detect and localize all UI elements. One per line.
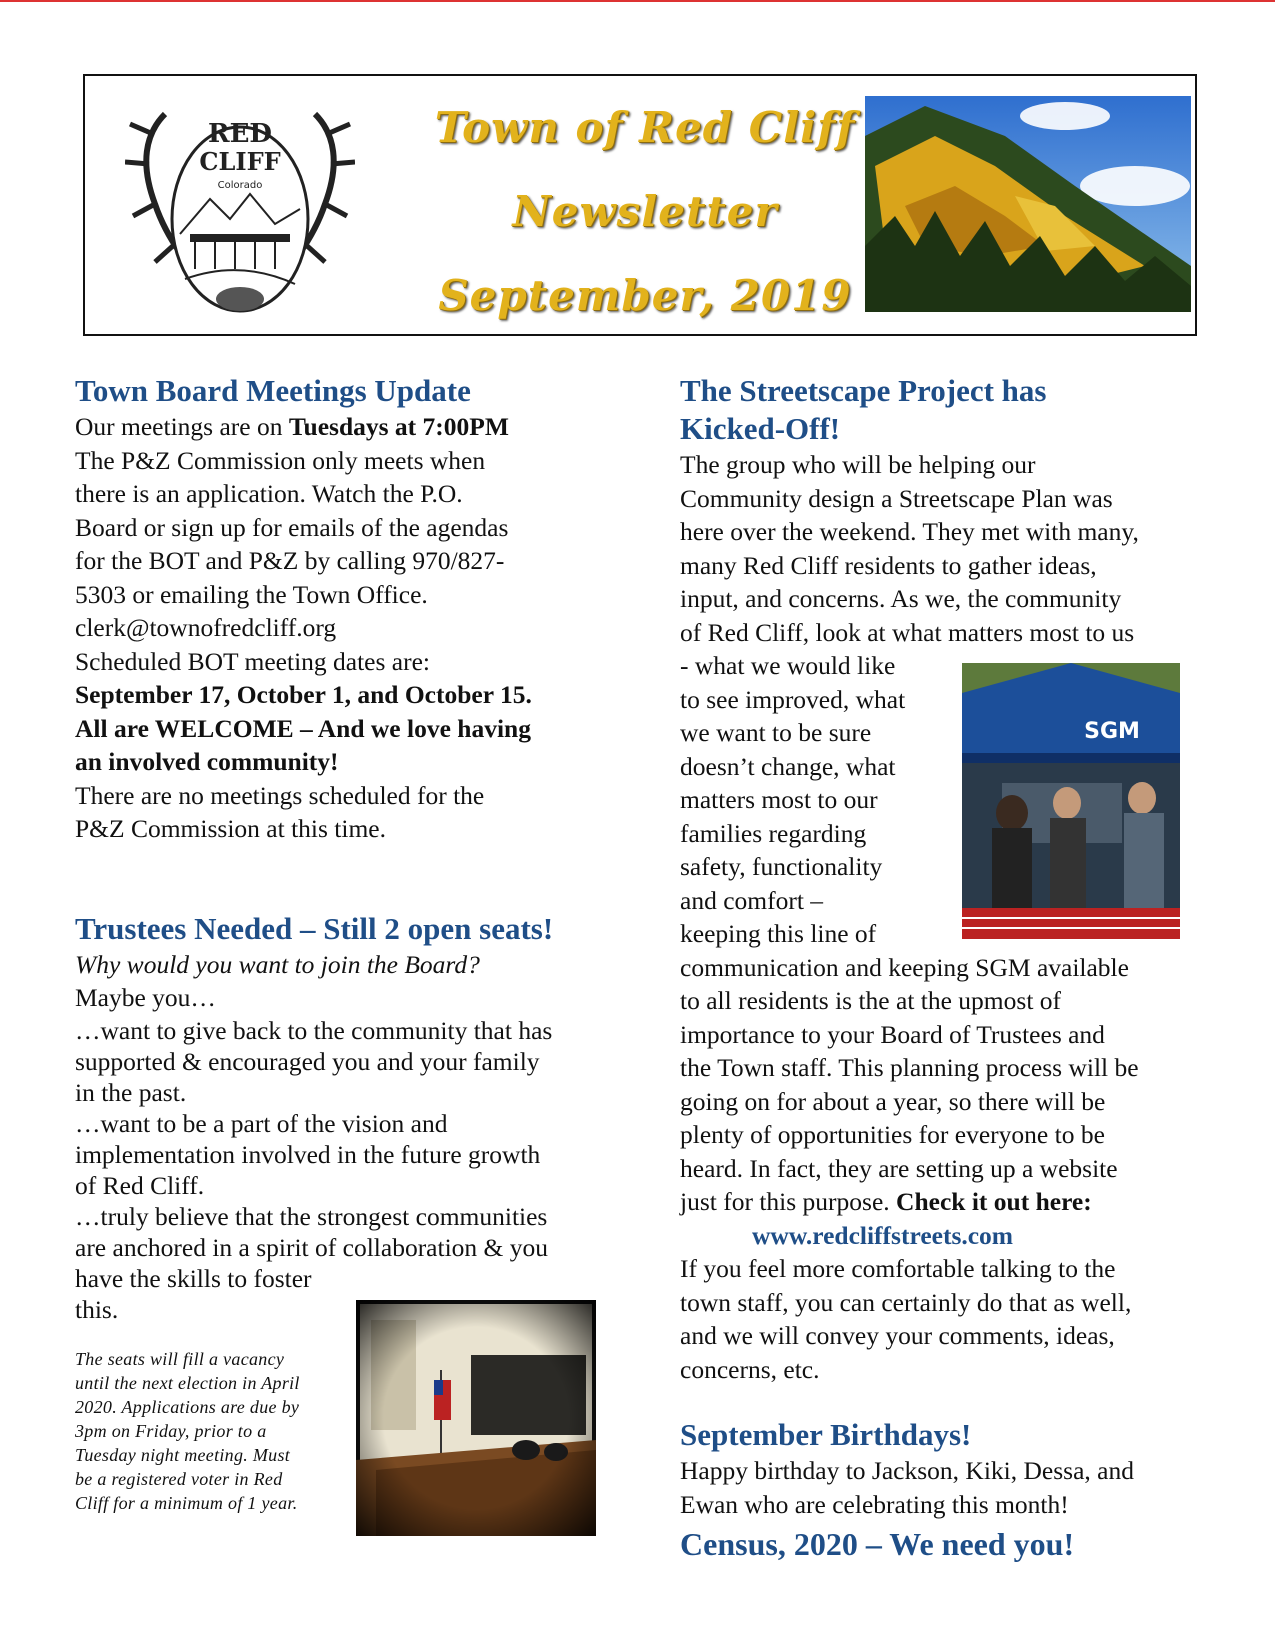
board-dates: September 17, October 1, and October 15. [75, 680, 532, 709]
logo-word-colorado: Colorado [217, 180, 263, 191]
note-line: 2020. Applications are due by [75, 1396, 300, 1417]
note-line: until the next election in April [75, 1372, 300, 1393]
streetscape-line: to see improved, what [680, 684, 906, 714]
trustees-reason: in the past. [75, 1077, 187, 1107]
newsletter-header [83, 74, 1197, 336]
streetscape-website-link[interactable]: www.redcliffstreets.com [752, 1220, 1014, 1250]
board-meetings-prefix: Our meetings are on [75, 412, 289, 441]
streetscape-line: we want to be sure [680, 718, 872, 747]
board-pz-note: P&Z Commission at this time. [75, 814, 386, 843]
logo-word-cliff: CLIFF [199, 147, 281, 176]
streetscape-line: to all residents is the at the upmost of [680, 986, 1062, 1015]
streetscape-line: Community design a Streetscape Plan was [680, 483, 1113, 513]
streetscape-line: input, and concerns. As we, the community [680, 584, 1122, 613]
title-date: September, 2019 [438, 271, 852, 320]
streetscape-line: plenty of opportunities for everyone to be [680, 1120, 1105, 1149]
board-welcome: an involved community! [75, 747, 339, 776]
board-scheduled: Scheduled BOT meeting dates are: [75, 646, 431, 676]
title-newsletter: Newsletter [512, 187, 778, 236]
board-line: for the BOT and P&Z by calling 970/827- [75, 546, 505, 575]
spacer [680, 1386, 1225, 1416]
streetscape-line: of Red Cliff, look at what matters most to us [680, 617, 1135, 647]
board-heading: Town Board Meetings Update [75, 373, 471, 408]
trustees-reason: …truly believe that the strongest communities [75, 1201, 548, 1231]
logo-word-red: RED [208, 119, 272, 149]
board-meetings [75, 410, 615, 444]
note-line: Tuesday night meeting. Must [75, 1444, 291, 1465]
check-it-out: Check it out here: [896, 1187, 1092, 1216]
sgm-tent-photo [962, 663, 1180, 939]
note-line: 3pm on Friday, prior to a [75, 1420, 267, 1441]
streetscape-line: importance to your Board of Trustees and [680, 1019, 1105, 1049]
trustees-heading: Trustees Needed – Still 2 open seats! [75, 910, 554, 946]
note-line: be a registered voter in Red [75, 1468, 283, 1489]
streetscape-line: If you feel more comfortable talking to the [680, 1254, 1116, 1283]
trustees-reason: are anchored in a spirit of collaboration & you [75, 1232, 549, 1262]
streetscape-line-prefix: just for this purpose. [680, 1187, 897, 1216]
trustees-reason: this. [75, 1294, 119, 1324]
tent-sign-text: SGM [1084, 719, 1140, 744]
streetscape-line: here over the weekend. They met with many, [680, 517, 1139, 546]
birthdays-line: Ewan who are celebrating this month! [680, 1489, 1069, 1519]
board-welcome: All are WELCOME – And we love having [75, 713, 531, 743]
streetscape-line: safety, functionality [680, 852, 883, 881]
board-pz-note: There are no meetings scheduled for the [75, 780, 485, 810]
clerk-email[interactable]: clerk@townofredcliff.org [75, 613, 337, 642]
newsletter-title [385, 86, 905, 338]
board-line: The P&Z Commission only meets when [75, 445, 486, 475]
streetscape-line: the Town staff. This planning process will be [680, 1053, 1139, 1082]
board-line: Board or sign up for emails of the agendas [75, 512, 509, 542]
streetscape-line: heard. In fact, they are setting up a website [680, 1153, 1118, 1183]
streetscape-line: The group who will be helping our [680, 450, 1036, 479]
trustees-reason: have the skills to foster [75, 1263, 312, 1293]
board-line: 5303 or emailing the Town Office. [75, 579, 428, 609]
autumn-mountain-photo [865, 96, 1191, 312]
streetscape-line: keeping this line of [680, 919, 877, 948]
trustees-reason: of Red Cliff. [75, 1170, 205, 1200]
trustees-maybe: Maybe you… [75, 983, 216, 1012]
trustees-reason: …want to give back to the community that has [75, 1015, 553, 1045]
trustees-question: Why would you want to join the Board? [75, 949, 480, 979]
streetscape-line: town staff, you can certainly do that as well, [680, 1287, 1132, 1317]
top-rule [0, 0, 1275, 2]
census-heading: Census, 2020 – We need you! [680, 1526, 1075, 1562]
streetscape-line: families regarding [680, 818, 867, 848]
streetscape-line: - what we would like [680, 651, 896, 680]
streetscape-line: many Red Cliff residents to gather ideas, [680, 550, 1097, 580]
streetscape-line [680, 1185, 1225, 1219]
board-room-photo [356, 1300, 596, 1536]
streetscape-line: and comfort – [680, 885, 824, 915]
streetscape-line: matters most to our [680, 785, 878, 814]
trustees-reason: …want to be a part of the vision and [75, 1108, 448, 1138]
spacer [75, 846, 615, 910]
streetscape-line: and we will convey your comments, ideas, [680, 1321, 1115, 1350]
birthdays-line: Happy birthday to Jackson, Kiki, Dessa, and [680, 1456, 1134, 1485]
red-cliff-logo [125, 94, 355, 324]
streetscape-line: going on for about a year, so there will be [680, 1086, 1106, 1116]
streetscape-line: doesn’t change, what [680, 751, 896, 781]
note-line: The seats will fill a vacancy [75, 1348, 285, 1369]
board-line: there is an application. Watch the P.O. [75, 479, 463, 508]
right-column [680, 372, 1225, 1563]
birthdays-heading: September Birthdays! [680, 1417, 972, 1452]
board-meetings-time: Tuesdays at 7:00PM [288, 412, 509, 441]
title-town: Town of Red Cliff [434, 103, 856, 152]
streetscape-line: communication and keeping SGM available [680, 952, 1129, 982]
note-line: Cliff for a minimum of 1 year. [75, 1492, 298, 1513]
streetscape-line: concerns, etc. [680, 1354, 820, 1384]
trustees-reason: implementation involved in the future growth [75, 1139, 541, 1169]
trustees-reason: supported & encouraged you and your family [75, 1046, 540, 1076]
streetscape-heading: The Streetscape Project has [680, 373, 1047, 408]
streetscape-heading: Kicked-Off! [680, 411, 841, 446]
